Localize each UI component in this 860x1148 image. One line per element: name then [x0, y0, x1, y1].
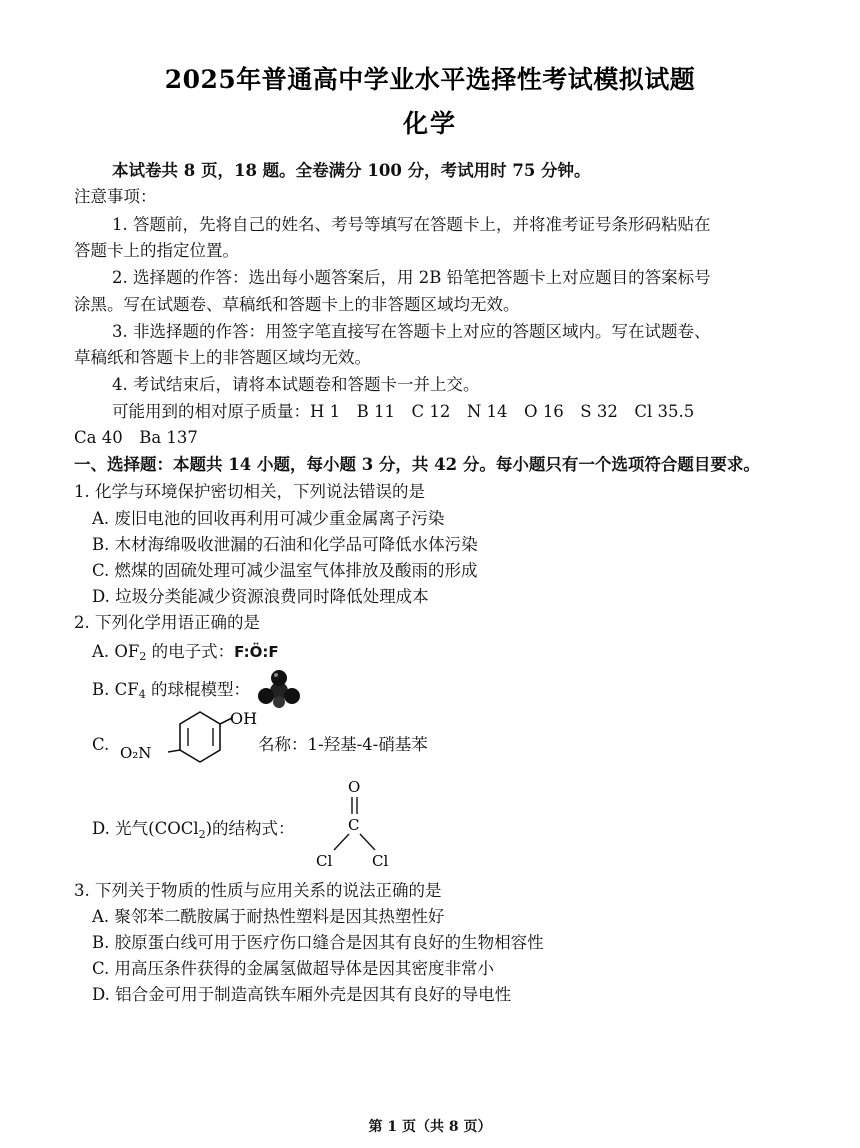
nitrophenol-structure — [112, 700, 272, 780]
q2-b-suffix: 的球棍模型： — [145, 680, 250, 699]
note-1-line-1: 1. 答题前，先将自己的姓名、考号等填写在答题卡上，并将准考证号条形码粘贴在 — [112, 215, 711, 234]
note-3-line-1: 3. 非选择题的作答：用签字笔直接写在答题卡上对应的答题区域内。写在试题卷、 — [112, 322, 711, 341]
q2-b-prefix: B. CF — [92, 680, 139, 699]
q3-option-b: B. 胶原蛋白线可用于医疗伤口缝合是因其有良好的生物相容性 — [92, 933, 544, 952]
phosgene-oxygen: O — [348, 778, 361, 796]
q2-a-subscript: 2 — [139, 650, 147, 663]
q1-option-b: B. 木材海绵吸收泄漏的石油和化学品可降低水体污染 — [92, 535, 478, 554]
note-1-line-2: 答题卡上的指定位置。 — [74, 241, 239, 260]
atomic-masses-values: H 1 B 11 C 12 N 14 O 16 S 32 Cl 35.5 — [310, 402, 695, 421]
page-footer: 第 1 页（共 8 页） — [368, 1119, 492, 1135]
q2-option-c-name: 名称：1-羟基-4-硝基苯 — [258, 735, 428, 754]
atomic-masses-label: 可能用到的相对原子质量： — [112, 402, 310, 421]
q1-option-a: A. 废旧电池的回收再利用可减少重金属离子污染 — [92, 509, 445, 528]
atomic-masses-line-2: Ca 40 Ba 137 — [74, 428, 198, 447]
q3-option-d: D. 铝合金可用于制造高铁车厢外壳是因其有良好的导电性 — [92, 985, 512, 1004]
phosgene-carbon: C — [348, 816, 360, 834]
q1-stem: 1. 化学与环境保护密切相关，下列说法错误的是 — [74, 482, 425, 501]
note-2-line-1: 2. 选择题的作答：选出每小题答案后，用 2B 铅笔把答题卡上对应题目的答案标号 — [112, 268, 711, 287]
note-2-line-2: 涂黑。写在试题卷、草稿纸和答题卡上的非答题区域均无效。 — [74, 295, 520, 314]
q2-a-electron-formula: F:Ö:F — [234, 643, 279, 661]
q2-d-suffix: )的结构式： — [205, 819, 295, 838]
section-1-heading: 一、选择题：本题共 14 小题，每小题 3 分，共 42 分。每小题只有一个选项符合题目要求。 — [74, 455, 760, 474]
q2-d-subscript: 2 — [198, 828, 206, 841]
phosgene-chlorine-2: Cl — [372, 852, 389, 870]
nitro-label: O₂N — [120, 744, 152, 762]
phosgene-structure — [306, 772, 406, 872]
q3-option-c: C. 用高压条件获得的金属氢做超导体是因其密度非常小 — [92, 959, 495, 978]
q2-option-a — [92, 641, 279, 668]
note-3-line-2: 草稿纸和答题卡上的非答题区域均无效。 — [74, 348, 371, 367]
q2-a-prefix: A. OF — [92, 642, 140, 661]
exam-summary: 本试卷共 8 页，18 题。全卷满分 100 分，考试用时 75 分钟。 — [112, 161, 591, 180]
note-4: 4. 考试结束后，请将本试题卷和答题卡一并上交。 — [112, 375, 480, 394]
phosgene-chlorine-1: Cl — [316, 852, 333, 870]
exam-title: 2025年普通高中学业水平选择性考试模拟试题 — [164, 65, 696, 94]
q2-stem: 2. 下列化学用语正确的是 — [74, 613, 260, 632]
hydroxyl-label: OH — [230, 709, 258, 728]
q1-option-c: C. 燃煤的固硫处理可减少温室气体排放及酸雨的形成 — [92, 561, 478, 580]
atomic-masses-line-1 — [112, 401, 694, 423]
q2-option-d — [92, 818, 295, 846]
q2-d-prefix: D. 光气(COCl — [92, 819, 199, 838]
q1-option-d: D. 垃圾分类能减少资源浪费同时降低处理成本 — [92, 587, 429, 606]
q2-a-suffix: 的电子式： — [146, 642, 235, 661]
notice-label: 注意事项： — [74, 187, 157, 206]
q3-option-a: A. 聚邻苯二酰胺属于耐热性塑料是因其热塑性好 — [92, 907, 445, 926]
subject-title: 化学 — [402, 109, 457, 138]
q2-b-subscript: 4 — [138, 688, 146, 701]
q2-option-c-label: C. — [92, 735, 110, 754]
q3-stem: 3. 下列关于物质的性质与应用关系的说法正确的是 — [74, 881, 442, 900]
